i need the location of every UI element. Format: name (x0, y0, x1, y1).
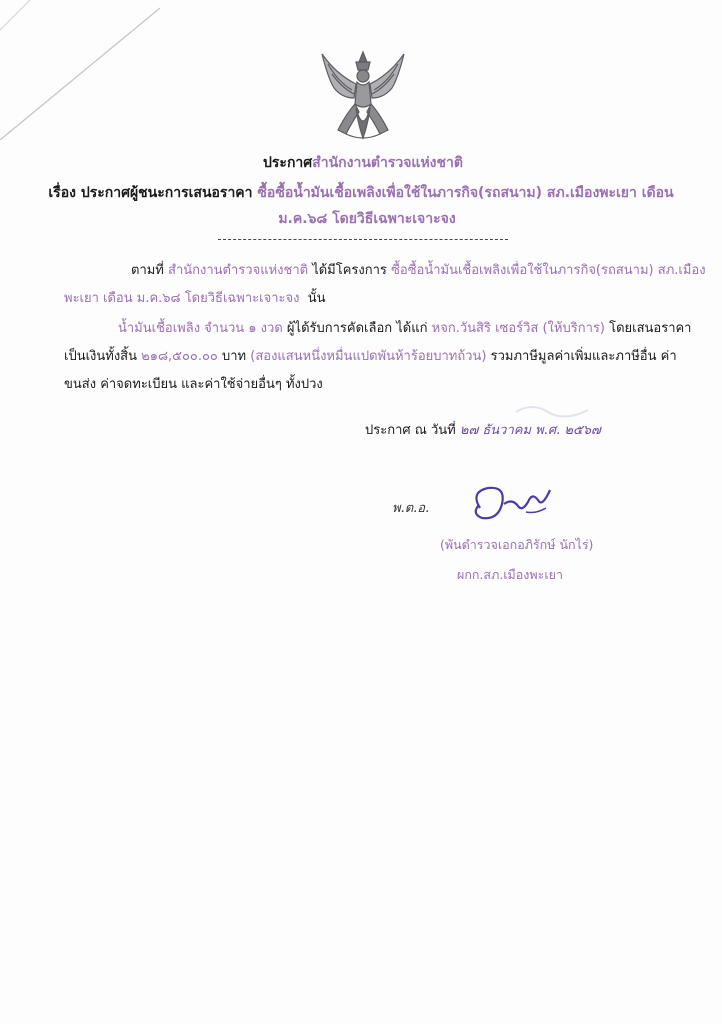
p2-offer-label: โดยเสนอราคา (609, 321, 692, 336)
p1-organization: สำนักงานตำรวจแห่งชาติ (168, 263, 309, 278)
announcement-title (2, 152, 722, 174)
subject-line-continued (6, 208, 722, 230)
announcement-date-line (365, 419, 601, 440)
p2-item: น้ำมันเชื้อเพลิง จำนวน ๑ งวด (118, 321, 283, 336)
signer-rank-handwritten: พ.ต.อ. (392, 501, 430, 516)
p1-project-name: ซื้อซื้อน้ำมันเชื้อเพลิงเพื่อใช้ในภารกิจ(รถสนาม) สภ.เมือง (391, 263, 706, 278)
subject-line (0, 182, 722, 204)
handwritten-signature (466, 478, 558, 530)
header-divider (218, 239, 508, 240)
paragraph-2-line-3 (64, 373, 323, 394)
paragraph-2-line-1 (118, 317, 692, 338)
p2-currency: บาท (221, 349, 247, 364)
p1-project-name-continued: พะเยา เดือน ม.ค.๖๘ โดยวิธีเฉพาะเจาะจง (64, 291, 300, 306)
p2-amount-words: (สองแสนหนึ่งหมื่นแปดพันห้าร้อยบาทถ้วน) (250, 349, 487, 364)
p2-vendor: หจก.วันสิริ เซอร์วิส (ให้บริการ) (431, 321, 605, 336)
p1-end: นั้น (307, 291, 326, 306)
p2-tax-note: รวมภาษีมูลค่าเพิ่มและภาษีอื่น ค่า (490, 349, 677, 364)
title-prefix: ประกาศ (263, 155, 313, 171)
paragraph-2-line-2 (64, 345, 677, 366)
p2-total-label: เป็นเงินทั้งสิ้น (64, 349, 137, 364)
paragraph-1-line-2 (64, 287, 325, 308)
p2-selected-label: ผู้ได้รับการคัดเลือก ได้แก่ (286, 321, 428, 336)
garuda-emblem (316, 48, 410, 144)
subject-prefix: เรื่อง ประกาศผู้ชนะการเสนอราคา (48, 185, 253, 201)
paragraph-1-line-1 (131, 259, 706, 280)
p2-amount: ๒๑๘,๕๐๐.๐๐ (141, 349, 218, 364)
p1-intro: ตามที่ (131, 263, 164, 278)
signer-position: ผกก.สภ.เมืองพะเยา (457, 567, 563, 582)
date-handwritten: ๒๗ ธันวาคม พ.ศ. ๒๕๖๗ (459, 423, 601, 438)
p2-costs-note: ขนส่ง ค่าจดทะเบียน และค่าใช้จ่ายอื่นๆ ทั้งปวง (64, 377, 323, 392)
date-prefix: ประกาศ ณ วันที่ (365, 423, 456, 438)
signer-name: (พันตำรวจเอกอภิรักษ์ นักไร่) (440, 537, 594, 552)
subject-text-continued: ม.ค.๖๘ โดยวิธีเฉพาะเจาะจง (278, 211, 456, 227)
title-organization: สำนักงานตำรวจแห่งชาติ (312, 155, 463, 171)
p1-project-intro: ได้มีโครงการ (312, 263, 387, 278)
subject-text: ซื้อซื้อน้ำมันเชื้อเพลิงเพื่อใช้ในภารกิจ(รถสนาม) สภ.เมืองพะเยา เดือน (257, 185, 674, 201)
